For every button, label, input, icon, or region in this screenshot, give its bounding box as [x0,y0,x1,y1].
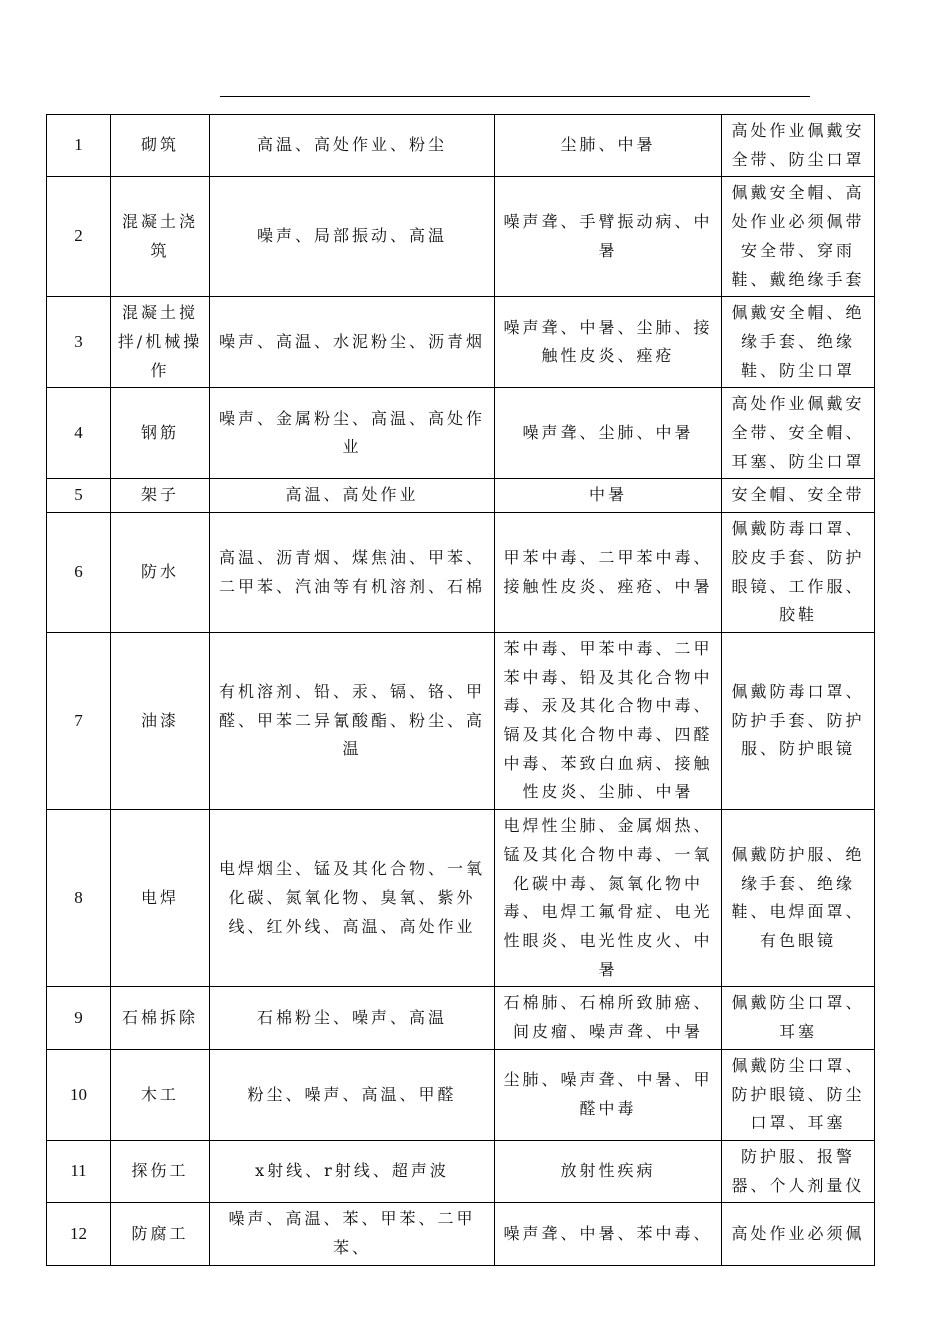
hazard-factors: 噪声、局部振动、高温 [210,177,495,297]
work-type: 探伤工 [111,1140,210,1202]
table-row [47,1140,875,1202]
hazard-factors: 高温、高处作业、粉尘 [210,115,495,177]
occupational-diseases: 噪声聋、中暑、尘肺、接触性皮炎、痤疮 [495,297,722,388]
row-number: 1 [47,115,111,177]
row-number: 10 [47,1049,111,1140]
row-number: 11 [47,1140,111,1202]
protective-measures: 高处作业佩戴安全带、安全帽、耳塞、防尘口罩 [722,388,875,479]
protective-measures: 佩戴防尘口罩、防护眼镜、防尘口罩、耳塞 [722,1049,875,1140]
header-rule [220,96,810,97]
protective-measures: 高处作业必须佩 [722,1203,875,1265]
table-row [47,1203,875,1265]
work-type: 木工 [111,1049,210,1140]
protective-measures: 佩戴防护服、绝缘手套、绝缘鞋、电焊面罩、有色眼镜 [722,810,875,987]
table-row [47,632,875,809]
occupational-diseases: 中暑 [495,479,722,513]
table-row [47,987,875,1049]
hazard-factors: 粉尘、噪声、高温、甲醛 [210,1049,495,1140]
hazard-factors: 高温、沥青烟、煤焦油、甲苯、二甲苯、汽油等有机溶剂、石棉 [210,513,495,633]
protective-measures: 防护服、报警器、个人剂量仪 [722,1140,875,1202]
hazard-factors: x射线、r射线、超声波 [210,1140,495,1202]
hazard-factors: 石棉粉尘、噪声、高温 [210,987,495,1049]
work-type: 钢筋 [111,388,210,479]
work-type: 混凝土搅拌/机械操作 [111,297,210,388]
protective-measures: 高处作业佩戴安全带、防尘口罩 [722,115,875,177]
work-type: 防水 [111,513,210,633]
work-type: 油漆 [111,632,210,809]
work-type: 混凝土浇筑 [111,177,210,297]
table-row [47,810,875,987]
occupational-diseases: 噪声聋、手臂振动病、中暑 [495,177,722,297]
row-number: 7 [47,632,111,809]
protective-measures: 佩戴防毒口罩、防护手套、防护服、防护眼镜 [722,632,875,809]
work-type: 砌筑 [111,115,210,177]
hazard-factors: 有机溶剂、铅、汞、镉、铬、甲醛、甲苯二异氰酸酯、粉尘、高温 [210,632,495,809]
protective-measures: 佩戴安全帽、绝缘手套、绝缘鞋、防尘口罩 [722,297,875,388]
protective-measures: 安全帽、安全带 [722,479,875,513]
protective-measures: 佩戴防尘口罩、耳塞 [722,987,875,1049]
occupational-diseases: 电焊性尘肺、金属烟热、锰及其化合物中毒、一氧化碳中毒、氮氧化物中毒、电焊工氟骨症、电光性眼炎、电光性皮火、中暑 [495,810,722,987]
row-number: 3 [47,297,111,388]
occupational-diseases: 噪声聋、尘肺、中暑 [495,388,722,479]
table-row [47,513,875,633]
occupational-diseases: 噪声聋、中暑、苯中毒、 [495,1203,722,1265]
protective-measures: 佩戴安全帽、高处作业必须佩带安全带、穿雨鞋、戴绝缘手套 [722,177,875,297]
hazard-factors: 电焊烟尘、锰及其化合物、一氧化碳、氮氧化物、臭氧、紫外线、红外线、高温、高处作业 [210,810,495,987]
hazard-table [46,114,875,1266]
protective-measures: 佩戴防毒口罩、胶皮手套、防护眼镜、工作服、胶鞋 [722,513,875,633]
occupational-diseases: 苯中毒、甲苯中毒、二甲苯中毒、铅及其化合物中毒、汞及其化合物中毒、镉及其化合物中毒、四醛中毒、苯致白血病、接触性皮炎、尘肺、中暑 [495,632,722,809]
hazard-factors: 噪声、金属粉尘、高温、高处作业 [210,388,495,479]
occupational-diseases: 石棉肺、石棉所致肺癌、间皮瘤、噪声聋、中暑 [495,987,722,1049]
work-type: 防腐工 [111,1203,210,1265]
hazard-factors: 噪声、高温、苯、甲苯、二甲苯、 [210,1203,495,1265]
row-number: 9 [47,987,111,1049]
occupational-diseases: 甲苯中毒、二甲苯中毒、接触性皮炎、痤疮、中暑 [495,513,722,633]
row-number: 6 [47,513,111,633]
row-number: 2 [47,177,111,297]
hazard-factors: 噪声、高温、水泥粉尘、沥青烟 [210,297,495,388]
occupational-diseases: 放射性疾病 [495,1140,722,1202]
hazard-factors: 高温、高处作业 [210,479,495,513]
row-number: 12 [47,1203,111,1265]
table-row [47,479,875,513]
table-row [47,177,875,297]
work-type: 电焊 [111,810,210,987]
table-row [47,388,875,479]
row-number: 8 [47,810,111,987]
work-type: 架子 [111,479,210,513]
row-number: 4 [47,388,111,479]
row-number: 5 [47,479,111,513]
occupational-diseases: 尘肺、中暑 [495,115,722,177]
table-row [47,115,875,177]
table-row [47,1049,875,1140]
occupational-diseases: 尘肺、噪声聋、中暑、甲醛中毒 [495,1049,722,1140]
table-row [47,297,875,388]
work-type: 石棉拆除 [111,987,210,1049]
